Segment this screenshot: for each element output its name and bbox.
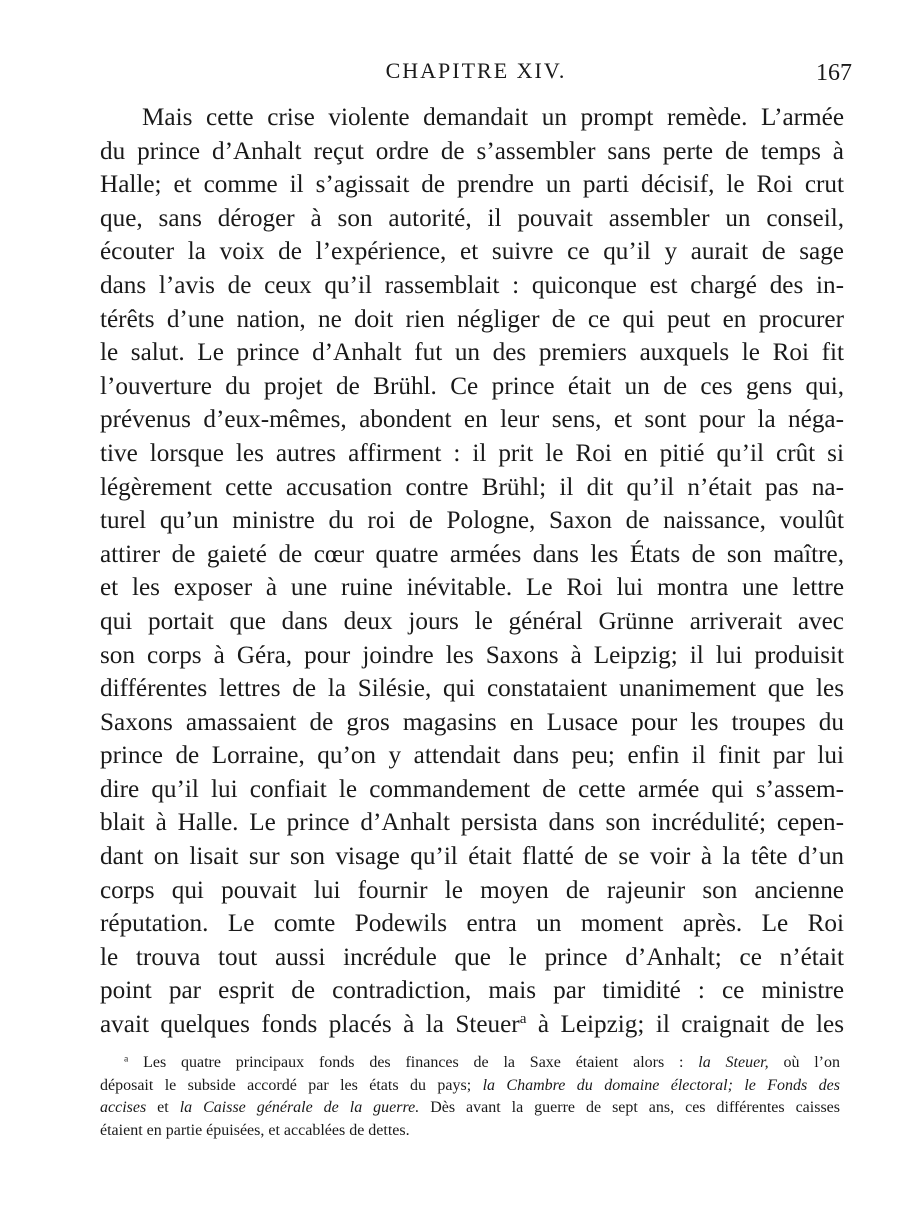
footnote-segment: et <box>146 1099 180 1116</box>
text-line: qui portait que dans deux jours le général Grünne arriverait avec <box>100 607 844 635</box>
footnote-segment: où l’on <box>768 1054 841 1071</box>
text-line: et les exposer à une ruine inévitable. Le Roi lui montra une lettre <box>100 574 844 602</box>
text-line: l’ouverture du projet de Brühl. Ce prince était un de ces gens qui, <box>100 372 844 400</box>
page-number: 167 <box>816 60 852 86</box>
text-line: point par esprit de contradiction, mais par timidité : ce ministre <box>100 977 844 1005</box>
footnote-italic: la Caisse générale de la guerre. <box>179 1099 420 1116</box>
text-line: dant on lisait sur son visage qu’il était flatté de se voir à la tête d’un <box>100 843 844 871</box>
text-line: écouter la voix de l’expérience, et suivre ce qu’il y aurait de sage <box>100 238 844 266</box>
text-line: corps qui pouvait lui fournir le moyen de rajeunir son ancienne <box>100 876 844 904</box>
text-line: Saxons amassaient de gros magasins en Lusace pour les troupes du <box>100 708 844 736</box>
text-line: son corps à Géra, pour joindre les Saxons à Leipzig; il lui produisit <box>100 641 844 669</box>
footnote-line <box>100 1052 840 1075</box>
text-line: que, sans déroger à son autorité, il pouvait assembler un conseil, <box>100 204 844 232</box>
text-line: prévenus d’eux-mêmes, abondent en leur sens, et sont pour la néga- <box>100 406 844 434</box>
text-line: réputation. Le comte Podewils entra un moment après. Le Roi <box>100 910 844 938</box>
running-head <box>100 58 852 88</box>
footnote-marker: a <box>124 1053 129 1065</box>
text-line: Halle; et comme il s’agissait de prendre un parti décisif, le Roi crut <box>100 171 844 199</box>
text-segment: avait quelques fonds placés à la Steuer <box>100 1011 520 1039</box>
text-line: térêts d’une nation, ne doit rien négliger de ce qui peut en procurer <box>100 305 844 333</box>
text-line: dire qu’il lui confiait le commandement de cette armée qui s’assem- <box>100 775 844 803</box>
text-line: attirer de gaieté de cœur quatre armées dans les États de son maître, <box>100 540 844 568</box>
text-line: légèrement cette accusation contre Brühl; il dit qu’il n’était pas na- <box>100 473 844 501</box>
footnote-italic: la Steuer, <box>698 1054 769 1071</box>
text-line: dans l’avis de ceux qu’il rassemblait : quiconque est chargé des in- <box>100 271 844 299</box>
footnote-line <box>100 1075 840 1098</box>
footnote-segment: Dès avant la guerre de sept ans, ces différentes caisses <box>419 1099 841 1116</box>
chapter-title: CHAPITRE XIV. <box>385 58 567 83</box>
text-line: turel qu’un ministre du roi de Pologne, Saxon de naissance, voulût <box>100 507 844 535</box>
footnote-italic: la Chambre du domaine électoral; le Fonds des <box>482 1076 841 1094</box>
text-line: tive lorsque les autres affirment : il prit le Roi en pitié qu’il crût si <box>100 439 844 467</box>
text-line: du prince d’Anhalt reçut ordre de s’assembler sans perte de temps à <box>100 137 844 165</box>
footnote-line: étaient en partie épuisées, et accablées de dettes. <box>100 1121 410 1139</box>
body-text <box>100 101 844 1042</box>
footnote-segment: déposait le subside accordé par les états du pays; <box>100 1076 483 1094</box>
text-line: blait à Halle. Le prince d’Anhalt persista dans son incrédulité; cepen- <box>100 809 844 837</box>
footnote-italic: accises <box>100 1099 147 1116</box>
text-segment: à Leipzig; il craignait de les <box>526 1011 844 1039</box>
text-line: le trouva tout aussi incrédule que le prince d’Anhalt; ce n’était <box>100 943 844 971</box>
text-line: Mais cette crise violente demandait un prompt remède. L’armée <box>142 104 844 131</box>
footnote-line <box>100 1097 840 1120</box>
footnote-reference[interactable]: a <box>519 1010 527 1027</box>
footnote <box>100 1052 840 1142</box>
text-line-last <box>100 1008 844 1042</box>
text-line: prince de Lorraine, qu’on y attendait dans peu; enfin il finit par lui <box>100 742 844 770</box>
text-line: le salut. Le prince d’Anhalt fut un des premiers auxquels le Roi fit <box>100 339 844 367</box>
footnote-segment: Les quatre principaux fonds des finances de la Saxe étaient alors : <box>128 1054 699 1071</box>
text-line: différentes lettres de la Silésie, qui constataient unanimement que les <box>100 675 844 703</box>
